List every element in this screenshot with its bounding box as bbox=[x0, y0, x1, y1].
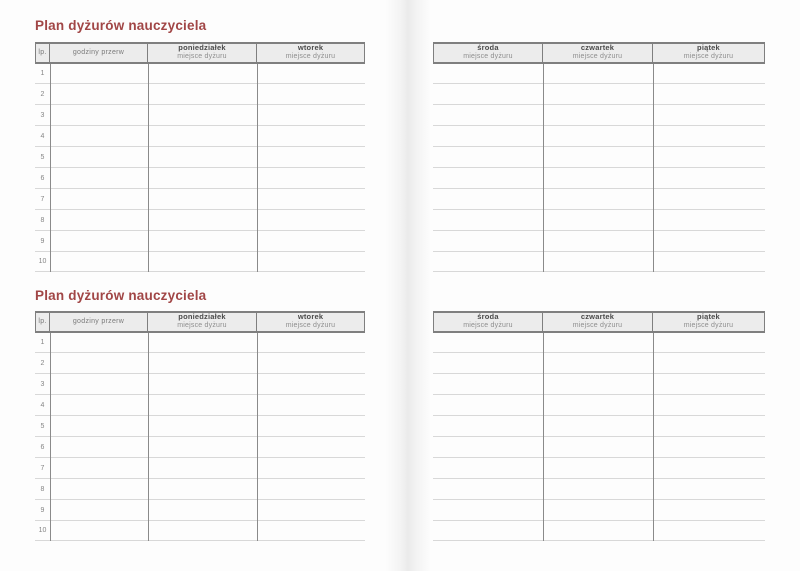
row-number: 4 bbox=[40, 402, 45, 410]
duty-place-cell bbox=[433, 353, 543, 373]
column-header-thursday bbox=[543, 313, 653, 331]
duty-place-sublabel: miejsce dyżuru bbox=[177, 53, 227, 61]
duty-place-sublabel: miejsce dyżuru bbox=[285, 322, 336, 330]
day-label: piątek bbox=[697, 313, 720, 322]
duty-place-cell bbox=[433, 84, 543, 104]
column-header-tuesday bbox=[257, 44, 364, 62]
duty-place-sublabel: miejsce dyżuru bbox=[177, 322, 227, 330]
table-body bbox=[433, 333, 765, 542]
duty-place-cell bbox=[433, 189, 543, 209]
table-row bbox=[35, 395, 365, 416]
duty-place-cell bbox=[257, 84, 365, 104]
column-label: godziny przerw bbox=[72, 48, 125, 56]
row-number: 3 bbox=[40, 381, 45, 389]
table-row bbox=[433, 437, 765, 458]
row-number: 4 bbox=[40, 133, 45, 141]
duty-place-cell bbox=[543, 458, 653, 478]
table-row bbox=[35, 416, 365, 437]
table-row bbox=[433, 333, 765, 354]
table-header bbox=[35, 42, 365, 64]
page-title: Plan dyżurów nauczyciela bbox=[35, 18, 207, 33]
table-row bbox=[433, 168, 765, 189]
duty-place-cell bbox=[653, 231, 765, 251]
duty-place-cell bbox=[257, 500, 365, 520]
table-row bbox=[35, 84, 365, 105]
break-time-cell bbox=[50, 437, 148, 457]
row-number: 1 bbox=[40, 70, 45, 78]
table-row bbox=[35, 333, 365, 354]
day-label: środa bbox=[477, 313, 499, 322]
day-label: czwartek bbox=[580, 44, 615, 53]
duty-place-cell bbox=[543, 168, 653, 188]
table-row bbox=[35, 126, 365, 147]
break-time-cell bbox=[50, 168, 148, 188]
row-number: 10 bbox=[38, 527, 47, 535]
duty-place-cell bbox=[257, 231, 365, 251]
duty-place-cell bbox=[653, 416, 765, 436]
break-time-cell bbox=[50, 231, 148, 251]
duty-place-cell bbox=[148, 521, 257, 541]
duty-place-cell bbox=[653, 210, 765, 230]
column-divider bbox=[50, 64, 51, 273]
row-number: 9 bbox=[40, 506, 45, 514]
day-label: poniedziałek bbox=[178, 44, 226, 53]
table-row bbox=[35, 210, 365, 231]
break-time-cell bbox=[50, 395, 148, 415]
row-number: 5 bbox=[40, 154, 45, 161]
table-row bbox=[433, 105, 765, 126]
duty-place-cell bbox=[433, 374, 543, 394]
duty-place-cell bbox=[543, 479, 653, 499]
duty-place-cell bbox=[653, 353, 765, 373]
day-label: czwartek bbox=[580, 313, 615, 322]
column-header-monday bbox=[148, 313, 257, 331]
duty-place-cell bbox=[653, 479, 765, 499]
table-row bbox=[433, 126, 765, 147]
duty-place-cell bbox=[148, 416, 257, 436]
table-row bbox=[433, 500, 765, 521]
column-divider bbox=[543, 333, 544, 542]
row-number: 9 bbox=[40, 237, 45, 245]
duty-place-cell bbox=[148, 64, 257, 84]
column-divider bbox=[257, 333, 258, 542]
duty-place-cell bbox=[257, 395, 365, 415]
duty-place-cell bbox=[257, 374, 365, 394]
duty-place-cell bbox=[148, 210, 257, 230]
duty-place-cell bbox=[543, 500, 653, 520]
duty-place-cell bbox=[148, 374, 257, 394]
duty-place-cell bbox=[653, 64, 765, 84]
day-label: wtorek bbox=[297, 313, 324, 322]
column-header-wednesday bbox=[434, 44, 543, 62]
table-row bbox=[35, 500, 365, 521]
table-row bbox=[433, 210, 765, 231]
break-time-cell bbox=[50, 64, 148, 84]
duty-place-cell bbox=[148, 437, 257, 457]
row-number: 7 bbox=[40, 195, 45, 203]
duty-place-cell bbox=[653, 84, 765, 104]
break-time-cell bbox=[50, 500, 148, 520]
row-number: 7 bbox=[40, 464, 45, 472]
table-row bbox=[35, 521, 365, 542]
column-header-wednesday bbox=[434, 313, 543, 331]
row-number: 6 bbox=[40, 443, 45, 451]
column-divider bbox=[148, 333, 149, 542]
duty-place-sublabel: miejsce dyżuru bbox=[463, 53, 513, 61]
duty-place-sublabel: miejsce dyżuru bbox=[463, 322, 513, 330]
column-divider bbox=[50, 333, 51, 542]
table-row bbox=[35, 479, 365, 500]
duty-place-cell bbox=[433, 147, 543, 167]
duty-place-cell bbox=[148, 353, 257, 373]
duty-place-cell bbox=[653, 395, 765, 415]
table-row bbox=[433, 353, 765, 374]
duty-place-sublabel: miejsce dyżuru bbox=[285, 53, 336, 61]
duty-place-cell bbox=[543, 521, 653, 541]
day-label: środa bbox=[477, 44, 499, 53]
duty-place-cell bbox=[148, 333, 257, 353]
duty-place-cell bbox=[543, 231, 653, 251]
row-number: 10 bbox=[38, 258, 47, 266]
duty-place-cell bbox=[543, 126, 653, 146]
table-row bbox=[35, 231, 365, 252]
duty-place-cell bbox=[257, 147, 365, 167]
duty-place-cell bbox=[653, 500, 765, 520]
duty-place-cell bbox=[653, 105, 765, 125]
duty-place-cell bbox=[148, 458, 257, 478]
duty-place-cell bbox=[257, 333, 365, 353]
row-number: 3 bbox=[40, 112, 45, 120]
day-label: wtorek bbox=[297, 44, 324, 53]
break-time-cell bbox=[50, 84, 148, 104]
duty-place-cell bbox=[433, 521, 543, 541]
table-header bbox=[433, 42, 765, 64]
column-divider bbox=[653, 333, 654, 542]
duty-place-cell bbox=[257, 437, 365, 457]
duty-place-cell bbox=[653, 437, 765, 457]
duty-place-cell bbox=[148, 84, 257, 104]
duty-place-cell bbox=[543, 333, 653, 353]
duty-place-cell bbox=[257, 521, 365, 541]
duty-place-cell bbox=[433, 333, 543, 353]
duty-place-cell bbox=[543, 105, 653, 125]
table-row bbox=[35, 353, 365, 374]
duty-table-right-bottom bbox=[433, 311, 765, 541]
duty-place-cell bbox=[543, 374, 653, 394]
table-row bbox=[35, 458, 365, 479]
column-label: godziny przerw bbox=[72, 317, 125, 325]
duty-place-cell bbox=[148, 126, 257, 146]
break-time-cell bbox=[50, 189, 148, 209]
duty-place-cell bbox=[148, 168, 257, 188]
row-number: 2 bbox=[40, 360, 45, 368]
column-header-friday bbox=[653, 44, 764, 62]
row-number: 2 bbox=[40, 91, 45, 99]
duty-place-cell bbox=[433, 437, 543, 457]
duty-place-cell bbox=[653, 333, 765, 353]
row-number: 8 bbox=[40, 485, 45, 493]
duty-place-cell bbox=[148, 147, 257, 167]
break-time-cell bbox=[50, 126, 148, 146]
duty-place-cell bbox=[433, 64, 543, 84]
column-divider bbox=[257, 64, 258, 273]
duty-place-cell bbox=[148, 500, 257, 520]
duty-place-cell bbox=[148, 231, 257, 251]
duty-place-cell bbox=[433, 168, 543, 188]
duty-place-cell bbox=[433, 395, 543, 415]
duty-place-cell bbox=[653, 168, 765, 188]
row-number: 6 bbox=[40, 174, 45, 182]
table-row bbox=[433, 84, 765, 105]
break-time-cell bbox=[50, 147, 148, 167]
duty-place-cell bbox=[543, 252, 653, 272]
table-row bbox=[433, 395, 765, 416]
duty-place-cell bbox=[433, 231, 543, 251]
table-header bbox=[433, 311, 765, 333]
break-time-cell bbox=[50, 458, 148, 478]
duty-place-cell bbox=[257, 458, 365, 478]
column-header-lp bbox=[36, 44, 50, 62]
duty-place-cell bbox=[543, 416, 653, 436]
table-row bbox=[35, 168, 365, 189]
day-label: poniedziałek bbox=[178, 313, 226, 322]
column-header-break-times bbox=[50, 313, 148, 331]
duty-place-cell bbox=[257, 168, 365, 188]
table-row bbox=[433, 416, 765, 437]
duty-place-cell bbox=[653, 374, 765, 394]
table-row bbox=[35, 147, 365, 168]
duty-place-sublabel: miejsce dyżuru bbox=[572, 322, 623, 330]
break-time-cell bbox=[50, 374, 148, 394]
duty-place-cell bbox=[433, 500, 543, 520]
break-time-cell bbox=[50, 105, 148, 125]
duty-place-cell bbox=[543, 210, 653, 230]
duty-place-cell bbox=[257, 64, 365, 84]
duty-place-cell bbox=[543, 353, 653, 373]
duty-table-left-top bbox=[35, 42, 365, 272]
table-row bbox=[433, 147, 765, 168]
duty-place-cell bbox=[148, 105, 257, 125]
break-time-cell bbox=[50, 416, 148, 436]
column-header-friday bbox=[653, 313, 764, 331]
duty-place-sublabel: miejsce dyżuru bbox=[683, 53, 734, 61]
duty-place-cell bbox=[257, 210, 365, 230]
table-row bbox=[433, 458, 765, 479]
column-label: lp. bbox=[38, 48, 47, 56]
duty-place-cell bbox=[543, 189, 653, 209]
duty-place-cell bbox=[543, 84, 653, 104]
duty-place-cell bbox=[433, 105, 543, 125]
table-row bbox=[35, 189, 365, 210]
page-title: Plan dyżurów nauczyciela bbox=[35, 288, 207, 303]
table-row bbox=[433, 64, 765, 85]
duty-place-cell bbox=[653, 521, 765, 541]
duty-table-left-bottom bbox=[35, 311, 365, 541]
duty-place-cell bbox=[257, 479, 365, 499]
table-body bbox=[433, 64, 765, 273]
break-time-cell bbox=[50, 479, 148, 499]
duty-place-sublabel: miejsce dyżuru bbox=[683, 322, 734, 330]
duty-place-cell bbox=[653, 147, 765, 167]
table-row bbox=[35, 252, 365, 273]
duty-place-cell bbox=[543, 64, 653, 84]
break-time-cell bbox=[50, 210, 148, 230]
duty-place-cell bbox=[543, 437, 653, 457]
duty-place-cell bbox=[543, 147, 653, 167]
duty-place-cell bbox=[433, 479, 543, 499]
duty-place-cell bbox=[543, 395, 653, 415]
duty-place-cell bbox=[653, 126, 765, 146]
duty-place-cell bbox=[653, 458, 765, 478]
duty-place-cell bbox=[257, 416, 365, 436]
duty-place-cell bbox=[433, 126, 543, 146]
column-divider bbox=[653, 64, 654, 273]
row-number: 5 bbox=[40, 423, 45, 430]
table-row bbox=[35, 64, 365, 85]
column-header-tuesday bbox=[257, 313, 364, 331]
duty-place-cell bbox=[653, 189, 765, 209]
duty-place-cell bbox=[433, 458, 543, 478]
column-label: lp. bbox=[38, 317, 47, 325]
duty-place-cell bbox=[148, 479, 257, 499]
table-header bbox=[35, 311, 365, 333]
row-number: 8 bbox=[40, 216, 45, 224]
table-body bbox=[35, 333, 365, 542]
table-row bbox=[433, 479, 765, 500]
duty-place-cell bbox=[433, 416, 543, 436]
table-row bbox=[433, 521, 765, 542]
day-label: piątek bbox=[697, 44, 720, 53]
duty-place-sublabel: miejsce dyżuru bbox=[572, 53, 623, 61]
column-header-break-times bbox=[50, 44, 148, 62]
column-divider bbox=[148, 64, 149, 273]
break-time-cell bbox=[50, 521, 148, 541]
break-time-cell bbox=[50, 252, 148, 272]
duty-place-cell bbox=[257, 189, 365, 209]
duty-place-cell bbox=[257, 353, 365, 373]
duty-place-cell bbox=[653, 252, 765, 272]
duty-place-cell bbox=[257, 126, 365, 146]
duty-place-cell bbox=[148, 189, 257, 209]
column-divider bbox=[543, 64, 544, 273]
row-number: 1 bbox=[40, 339, 45, 347]
duty-place-cell bbox=[148, 252, 257, 272]
column-header-lp bbox=[36, 313, 50, 331]
duty-place-cell bbox=[148, 395, 257, 415]
duty-table-right-top bbox=[433, 42, 765, 272]
table-body bbox=[35, 64, 365, 273]
page-gutter-shadow bbox=[385, 0, 431, 571]
table-row bbox=[433, 252, 765, 273]
break-time-cell bbox=[50, 353, 148, 373]
table-row bbox=[433, 189, 765, 210]
table-row bbox=[35, 105, 365, 126]
table-row bbox=[35, 374, 365, 395]
duty-place-cell bbox=[433, 252, 543, 272]
table-row bbox=[35, 437, 365, 458]
table-row bbox=[433, 374, 765, 395]
duty-place-cell bbox=[433, 210, 543, 230]
column-header-monday bbox=[148, 44, 257, 62]
duty-place-cell bbox=[257, 105, 365, 125]
duty-place-cell bbox=[257, 252, 365, 272]
break-time-cell bbox=[50, 333, 148, 353]
column-header-thursday bbox=[543, 44, 653, 62]
table-row bbox=[433, 231, 765, 252]
